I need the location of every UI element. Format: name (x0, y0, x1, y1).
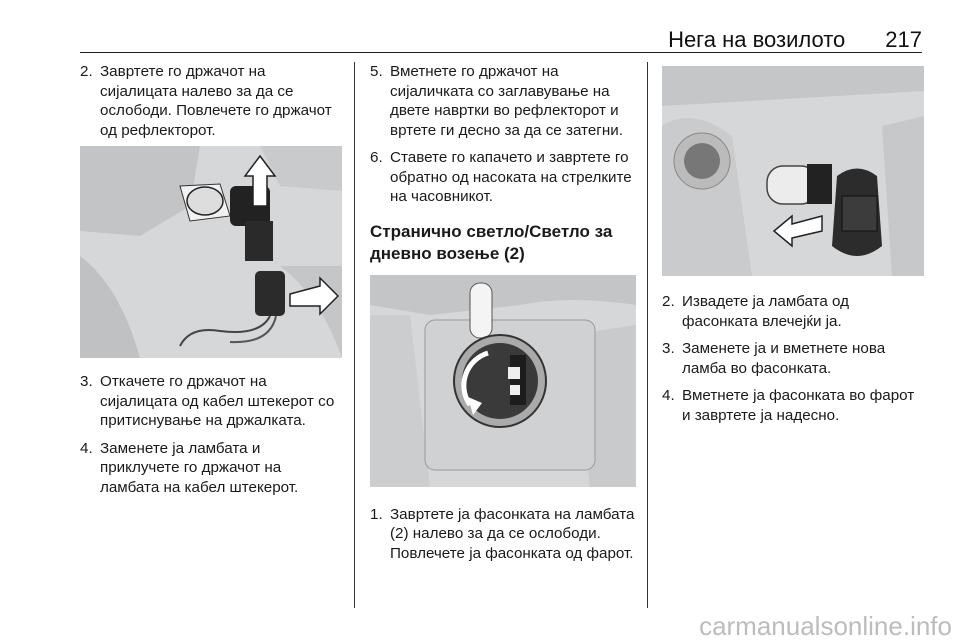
header-divider (80, 52, 922, 53)
page-header (668, 27, 922, 53)
column-3 (662, 62, 924, 425)
step-number: 5. (370, 63, 383, 80)
step-number: 6. (370, 149, 383, 166)
step-2 (662, 292, 924, 331)
step-number: 4. (662, 387, 675, 404)
side-light-figure (370, 275, 636, 487)
page-title: Нега на возилото (668, 27, 846, 52)
step-number: 3. (662, 340, 675, 357)
column-divider-2 (647, 62, 648, 608)
step-3 (662, 339, 924, 378)
bulb-holder-illustration (80, 146, 342, 358)
step-text: Заменете ја и вметнете нова ламба во фасонката. (682, 340, 886, 377)
lamp-removal-figure (662, 66, 924, 276)
step-4 (662, 386, 924, 425)
step-2 (80, 62, 342, 140)
bulb-holder-figure (80, 146, 342, 358)
step-6 (370, 148, 636, 207)
lamp-removal-illustration (662, 66, 924, 276)
step-text: Ставете го капачето и завртете го обратно од насоката на стрелките на часовникот. (390, 149, 632, 205)
column-2 (370, 62, 636, 563)
step-number: 1. (370, 505, 383, 523)
page-number: 217 (885, 27, 922, 52)
step-number: 4. (80, 439, 93, 457)
step-4 (80, 439, 342, 498)
side-light-illustration (370, 275, 636, 487)
step-number: 2. (80, 63, 93, 80)
step-5 (370, 62, 636, 140)
step-text: Извадете ја ламбата од фасонката влечејќи ја. (682, 293, 849, 330)
step-number: 3. (80, 373, 93, 390)
step-3 (80, 372, 342, 431)
section-heading: Странично светло/Светло за дневно возење (2) (370, 221, 613, 263)
step-text: Завртете го држачот на сијалицата налево за да се ослободи. Повлечете го држачот од рефлекторот. (100, 63, 332, 139)
step-text: Вметнете ја фасонката во фарот и завртете ја надесно. (682, 387, 915, 424)
step-number: 2. (662, 293, 675, 310)
watermark: carmanualsonline.info (699, 611, 952, 641)
step-1 (370, 505, 636, 564)
column-divider-1 (354, 62, 355, 608)
step-text: Вметнете го држачот на сијаличката со заглавување на двете навртки во рефлекторот и вртете ги десно за да се затегни. (390, 63, 623, 139)
step-text: Откачете го држачот на сијалицата од кабел штекерот со притиснување на држалката. (100, 373, 335, 429)
step-text: Завртете ја фасонката на ламбата (2) налево за да се ослободи. Повлечете ја фасонката од фарот. (390, 505, 635, 562)
step-text: Заменете ја ламбата и приклучете го држачот на ламбата на кабел штекерот. (100, 439, 299, 496)
column-1 (80, 62, 342, 497)
